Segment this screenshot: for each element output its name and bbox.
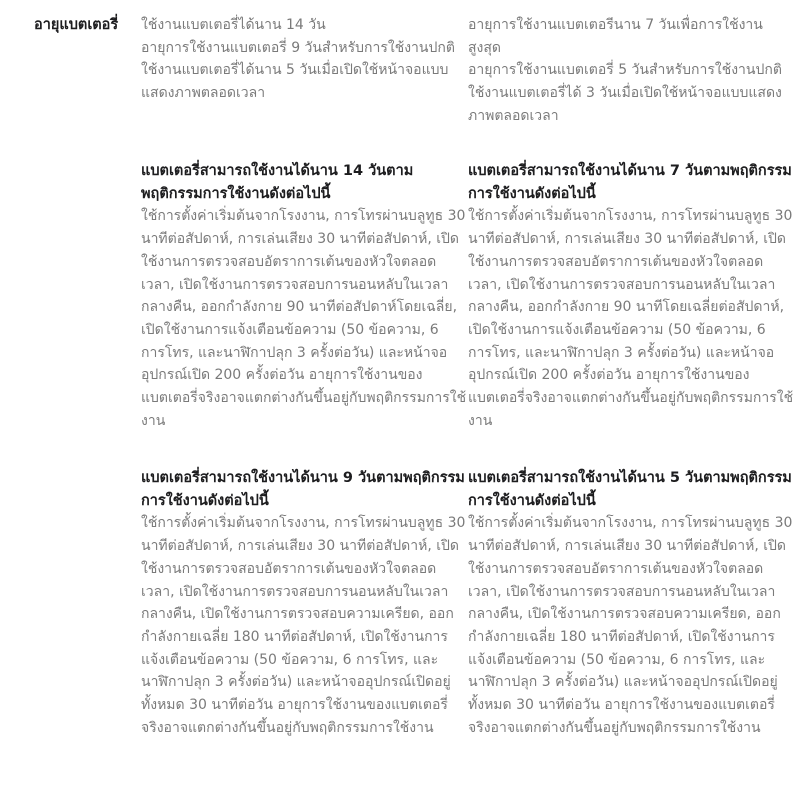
left-usage-block-1 [141,160,467,432]
usage-block-body: ใช้การตั้งค่าเริ่มต้นจากโรงงาน, การโทรผ่านบลูทูธ 30 นาทีต่อสัปดาห์, การเล่นเสียง 30 นาทีต่อสัปดาห์, เปิดใช้งานการตรวจสอบอัตราการเต้นของหัวใจตลอดเวลา, เปิดใช้งานการตรวจสอบการนอนหลับในเวลากลางคืน, เปิดใช้งานการตรวจสอบความเครียด, ออกกำลังกายเฉลี่ย 180 นาทีต่อสัปดาห์, เปิดใช้งานการแจ้งเตือนข้อความ (50 ข้อความ, 6 การโทร, และนาฬิกาปลุก 3 ครั้งต่อวัน) และหน้าจออุปกรณ์เปิดอยู่ทั้งหมด 30 นาทีต่อวัน อายุการใช้งานของแบตเตอรี่จริงอาจแตกต่างกันขึ้นอยู่กับพฤติกรรมการใช้งาน [141,515,466,736]
right-usage-block-2 [468,467,794,739]
usage-block-title: แบตเตอรี่สามารถใช้งานได้นาน 7 วันตามพฤติกรรมการใช้งานดังต่อไปนี้ [468,163,792,202]
left-summary-line: อายุการใช้งานแบตเตอรี่ 9 วันสำหรับการใช้งานปกติ [141,39,455,56]
left-summary-line: ใช้งานแบตเตอรี่ได้นาน 14 วัน [141,17,326,33]
right-summary-line: ใช้งานแบตเตอรี่ได้ 3 วันเมื่อเปิดใช้หน้าจอแบบแสดงภาพตลอดเวลา [468,85,782,124]
left-summary [141,14,467,105]
usage-block-body: ใช้การตั้งค่าเริ่มต้นจากโรงงาน, การโทรผ่านบลูทูธ 30 นาทีต่อสัปดาห์, การเล่นเสียง 30 นาทีต่อสัปดาห์, เปิดใช้งานการตรวจสอบอัตราการเต้นของหัวใจตลอดเวลา, เปิดใช้งานการตรวจสอบการนอนหลับในเวลากลางคืน, ออกกำลังกาย 90 นาทีต่อสัปดาห์โดยเฉลี่ย, เปิดใช้งานการแจ้งเตือนข้อความ (50 ข้อความ, 6 การโทร, และนาฬิกาปลุก 3 ครั้งต่อวัน) และหน้าจออุปกรณ์เปิด 200 ครั้งต่อวัน อายุการใช้งานของแบตเตอรี่จริงอาจแตกต่างกันขึ้นอยู่กับพฤติกรรมการใช้งาน [141,208,467,429]
left-summary-line: ใช้งานแบตเตอรี่ได้นาน 5 วันเมื่อเปิดใช้หน้าจอแบบแสดงภาพตลอดเวลา [141,62,449,102]
battery-life-row-label: อายุแบตเตอรี่ [34,17,119,33]
usage-block-title: แบตเตอรี่สามารถใช้งานได้นาน 9 วันตามพฤติกรรมการใช้งานดังต่อไปนี้ [141,470,465,509]
usage-block-title: แบตเตอรี่สามารถใช้งานได้นาน 5 วันตามพฤติกรรมการใช้งานดังต่อไปนี้ [468,470,792,509]
right-summary-line: อายุการใช้งานแบตเตอรีนาน 7 วันเพื่อการใช้งานสูงสุด [468,17,763,56]
left-usage-block-2 [141,467,467,739]
right-usage-block-1 [468,160,794,432]
usage-block-body: ใช้การตั้งค่าเริ่มต้นจากโรงงาน, การโทรผ่านบลูทูธ 30 นาทีต่อสัปดาห์, การเล่นเสียง 30 นาทีต่อสัปดาห์, เปิดใช้งานการตรวจสอบอัตราการเต้นของหัวใจตลอดเวลา, เปิดใช้งานการตรวจสอบการนอนหลับในเวลากลางคืน, เปิดใช้งานการตรวจสอบความเครียด, ออกกำลังกายเฉลี่ย 180 นาทีต่อสัปดาห์, เปิดใช้งานการแจ้งเตือนข้อความ (50 ข้อความ, 6 การโทร, และนาฬิกาปลุก 3 ครั้งต่อวัน) และหน้าจออุปกรณ์เปิดอยู่ทั้งหมด 30 นาทีต่อวัน อายุการใช้งานของแบตเตอรี่จริงอาจแตกต่างกันขึ้นอยู่กับพฤติกรรมการใช้งาน [468,515,793,736]
usage-block-body: ใช้การตั้งค่าเริ่มต้นจากโรงงาน, การโทรผ่านบลูทูธ 30 นาทีต่อสัปดาห์, การเล่นเสียง 30 นาทีต่อสัปดาห์, เปิดใช้งานการตรวจสอบอัตราการเต้นของหัวใจตลอดเวลา, เปิดใช้งานการตรวจสอบการนอนหลับในเวลากลางคืน, ออกกำลังกาย 90 นาทีโดยเฉลี่ยต่อสัปดาห์, เปิดใช้งานการแจ้งเตือนข้อความ (50 ข้อความ, 6 การโทร, และนาฬิกาปลุก 3 ครั้งต่อวัน) และหน้าจออุปกรณ์เปิด 200 ครั้งต่อวัน อายุการใช้งานของแบตเตอรี่จริงอาจแตกต่างกันขึ้นอยู่กับพฤติกรรมการใช้งาน [468,208,794,429]
right-summary-line: อายุการใช้งานแบตเตอรี่ 5 วันสำหรับการใช้งานปกติ [468,62,782,79]
usage-block-title: แบตเตอรี่สามารถใช้งานได้นาน 14 วันตามพฤติกรรมการใช้งานดังต่อไปนี้ [141,163,414,202]
right-summary [468,14,794,128]
